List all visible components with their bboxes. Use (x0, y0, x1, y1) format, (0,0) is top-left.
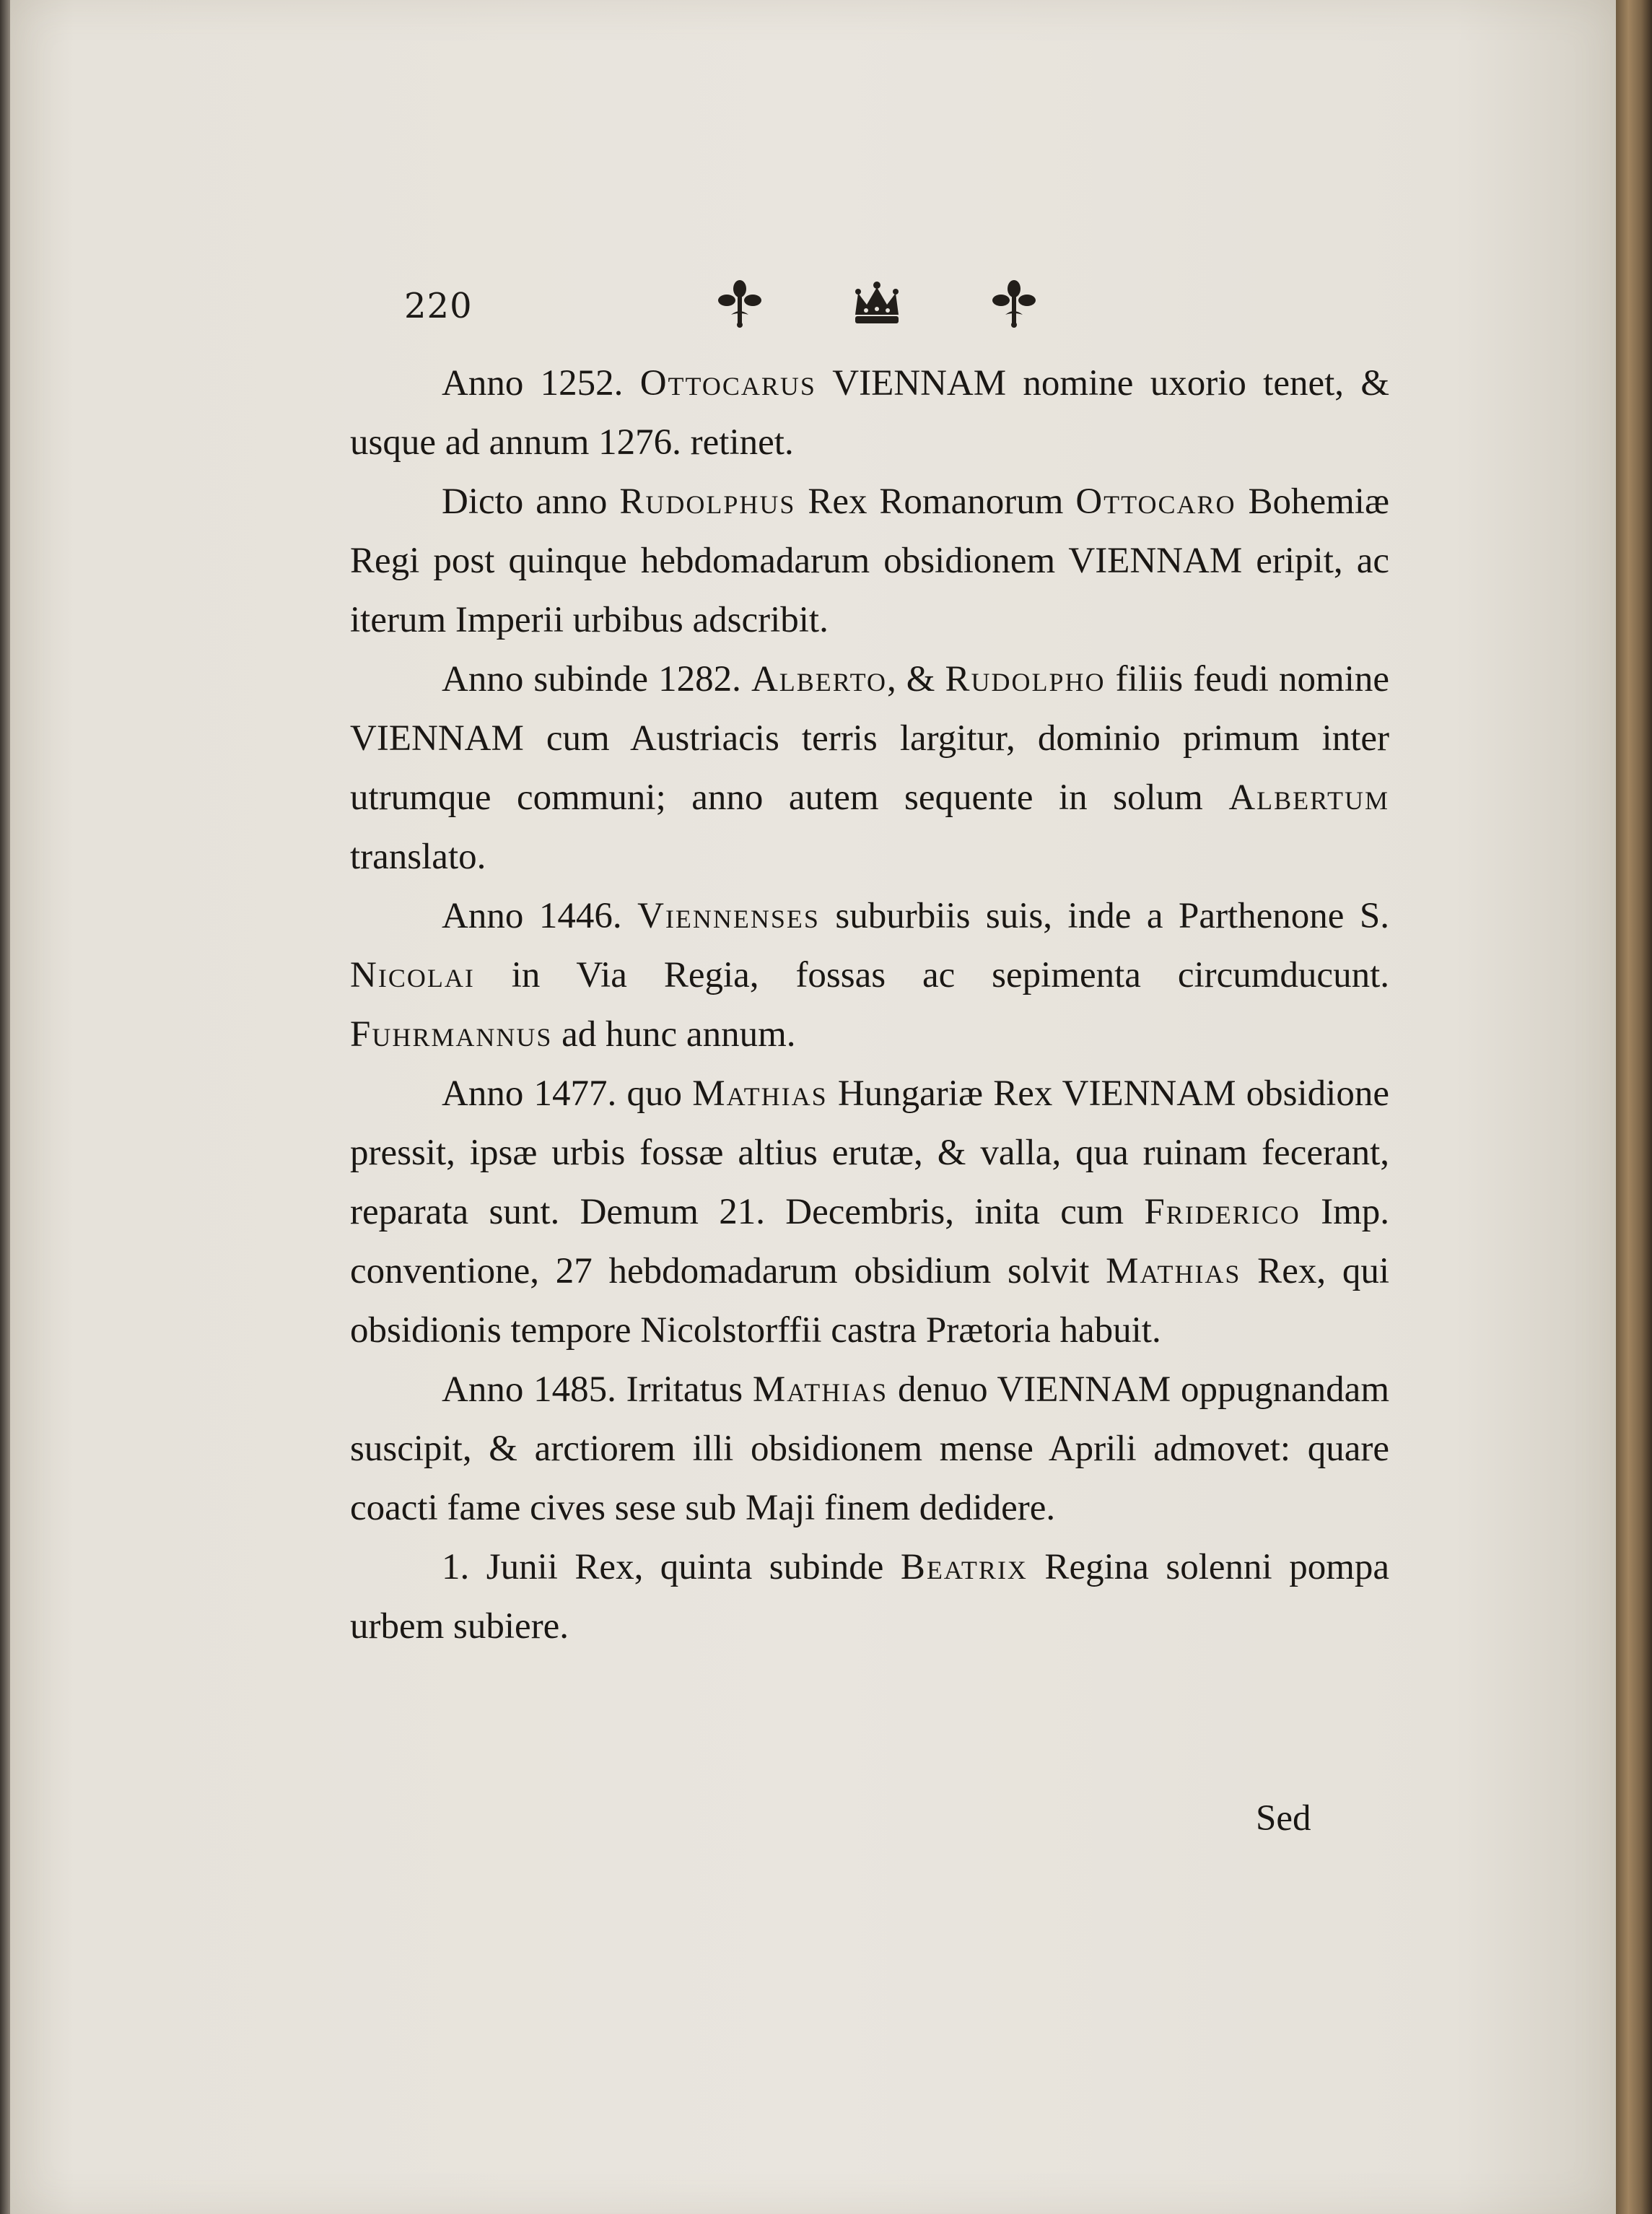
paragraph-1252: Anno 1252. Ottocarus VIENNAM nomine uxorio tenet, & usque ad annum 1276. retinet. (350, 363, 1389, 463)
page-gutter-shadow (0, 0, 10, 2214)
paragraph-1282: Anno subinde 1282. Alberto, & Rudolpho filiis feudi nomine VIENNAM cum Austriacis terris largitur, dominio primum inter utrumque communi; anno autem sequente in solum Albertum translato. (350, 659, 1390, 877)
paragraph-rudolphus: Dicto anno Rudolphus Rex Romanorum Ottocaro Bohemiæ Regi post quinque hebdomadarum obsidionem VIENNAM eripit, ac iterum Imperii urbibus adscribit. (350, 481, 1389, 640)
fleuron-icon (985, 274, 1043, 332)
paragraph-1446: Anno 1446. Viennenses suburbiis suis, inde a Parthenone S. Nicolai in Via Regia, fossas ac sepimenta circumducunt. Fuhrmannus ad hunc annum. (350, 896, 1389, 1055)
crown-icon (848, 274, 906, 332)
page-number: 220 (404, 286, 473, 326)
running-header (404, 274, 1126, 339)
fleuron-icon (711, 274, 769, 332)
catchword: Sed (1256, 1798, 1311, 1839)
paragraph-1485: Anno 1485. Irritatus Mathias denuo VIENNAM oppugnandam suscipit, & arctiorem illi obsidionem mense Aprili admovet: quare coacti fame cives sese sub Maji finem dedidere. (350, 1369, 1389, 1528)
paragraph-1477: Anno 1477. quo Mathias Hungariæ Rex VIENNAM obsidione pressit, ipsæ urbis fossæ altius erutæ, & valla, qua ruinam fecerant, reparata sunt. Demum 21. Decembris, inita cum Friderico Imp. conventione, 27 hebdomadarum obsidium solvit Mathias Rex, qui obsidionis tempore Nicolstorffii castra Prætoria habuit. (350, 1073, 1389, 1351)
body-text (350, 354, 1389, 1656)
page-edge-stack (1616, 0, 1652, 2214)
paragraph-junii: 1. Junii Rex, quinta subinde Beatrix Regina solenni pompa urbem subiere. (350, 1547, 1389, 1647)
